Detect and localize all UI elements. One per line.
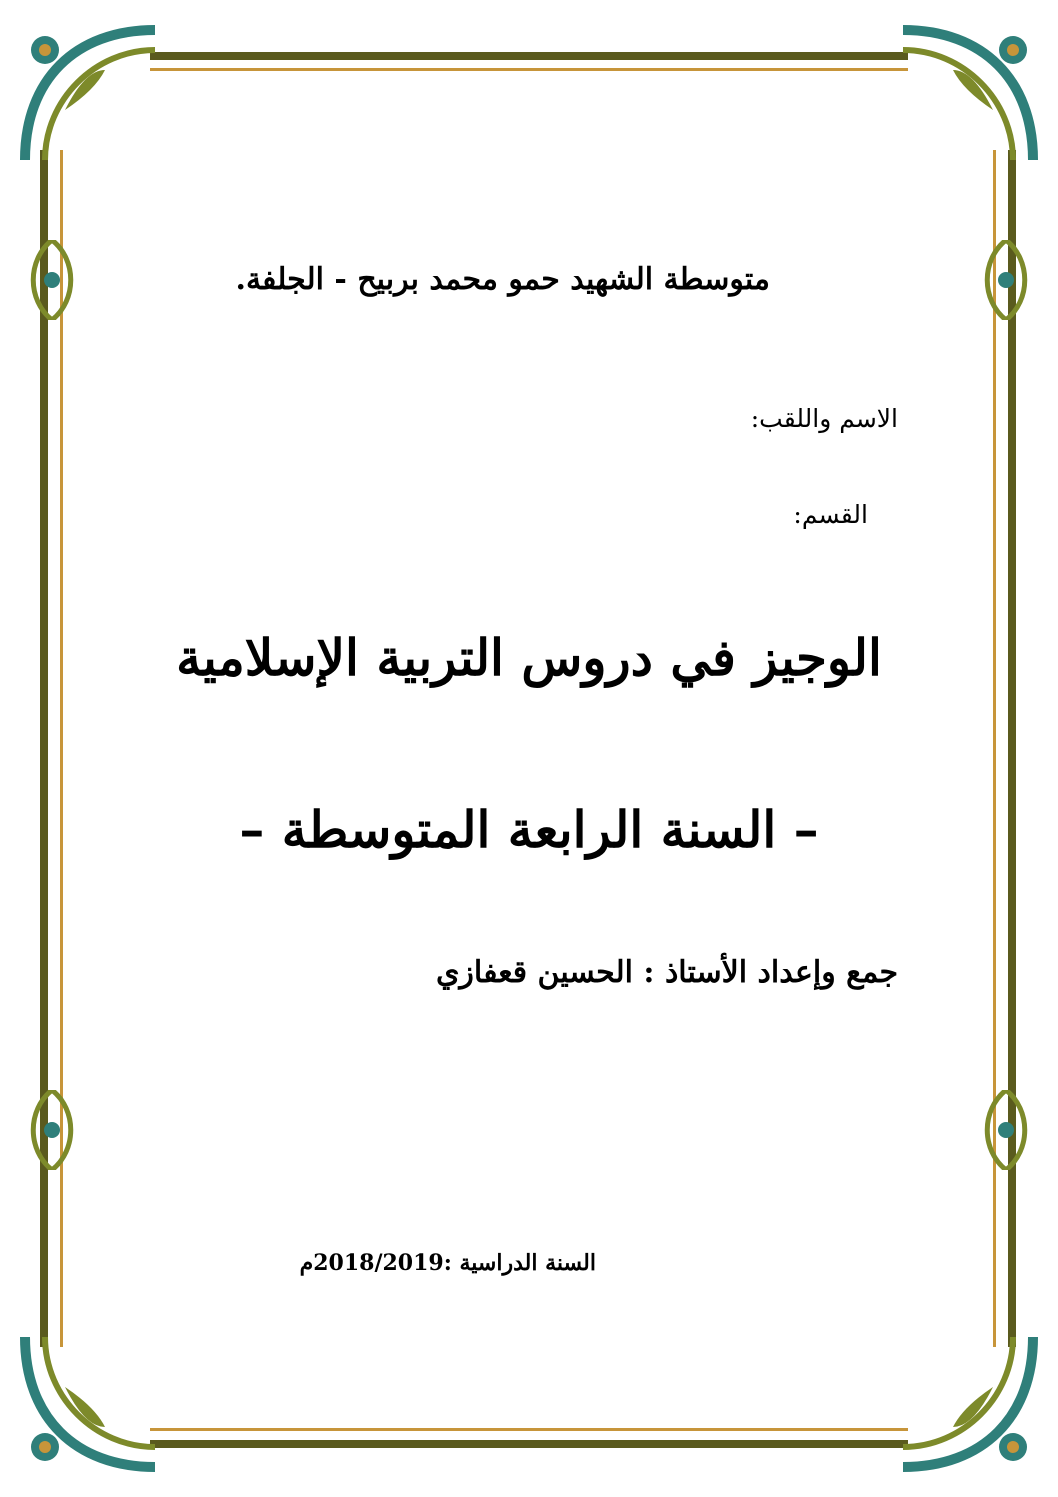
name-field-label: الاسم واللقب:: [750, 404, 898, 433]
section-field-label: القسم:: [793, 500, 868, 529]
side-ornament-left-upper: [22, 240, 82, 320]
side-ornament-right-lower: [976, 1090, 1036, 1170]
school-year: السنة الدراسية :2018/2019م: [299, 1250, 596, 1276]
author-line: جمع وإعداد الأستاذ : الحسين قعفازي: [435, 955, 898, 990]
corner-ornament-top-left: [15, 20, 165, 170]
document-title: الوجيز في دروس التربية الإسلامية: [176, 628, 882, 687]
frame-bottom-bar: [150, 1440, 908, 1448]
school-name: متوسطة الشهيد حمو محمد بربيح - الجلفة.: [235, 262, 770, 297]
side-ornament-right-upper: [976, 240, 1036, 320]
frame-top-bar: [150, 52, 908, 60]
frame-bottom-inner-line: [150, 1428, 908, 1431]
corner-ornament-top-right: [893, 20, 1043, 170]
grade-level: – السنة الرابعة المتوسطة –: [239, 800, 819, 859]
corner-ornament-bottom-left: [15, 1327, 165, 1477]
corner-ornament-bottom-right: [893, 1327, 1043, 1477]
frame-top-inner-line: [150, 68, 908, 71]
side-ornament-left-lower: [22, 1090, 82, 1170]
